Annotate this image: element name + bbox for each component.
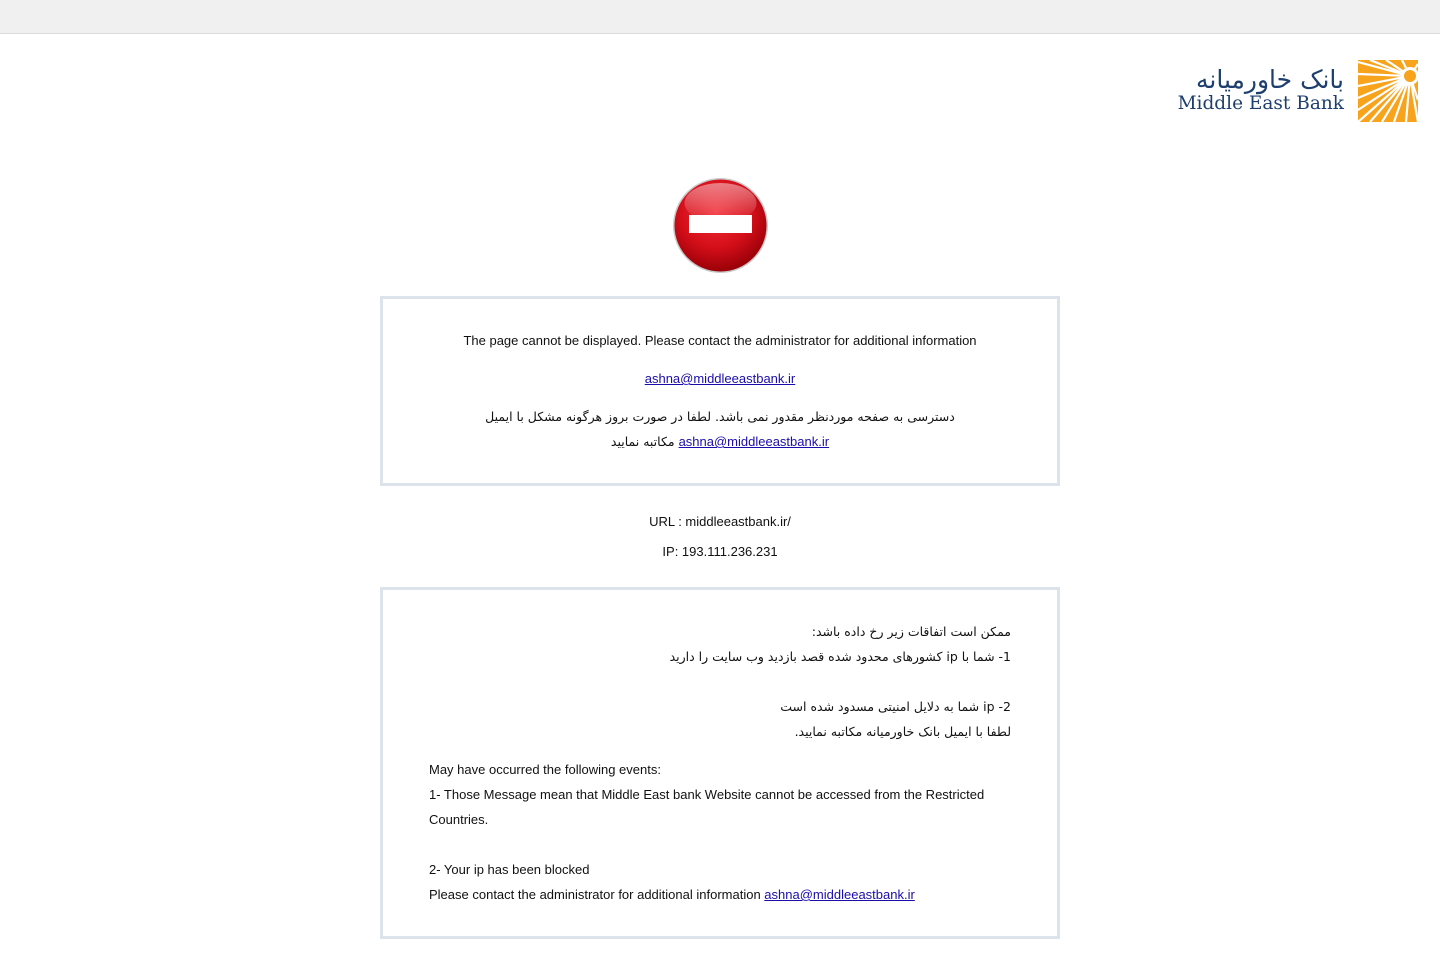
reasons-en-item1-line1: 1- Those Message mean that Middle East bank Website cannot be accessed from the Restricted [429,787,985,802]
request-ip: IP: 193.111.236.231 [662,544,778,559]
stop-icon [672,177,769,274]
notice-box [380,296,1060,486]
reasons-fa-heading: ممکن است اتفاقات زیر رخ داده باشد: [811,624,1011,639]
reasons-en-item1-line2: Countries. [429,812,489,827]
reasons-email-link[interactable]: ashna@middleeastbank.ir [764,887,915,902]
reasons-en-contact-row [429,887,915,902]
reasons-en-contact: Please contact the administrator for additional information [429,887,765,902]
notice-message-fa-line2 [383,434,1057,449]
logo-name-fa: بانک خاورمیانه [1196,65,1344,94]
request-url: URL : middleeastbank.ir/ [649,514,791,529]
notice-email-link-fa[interactable]: ashna@middleeastbank.ir [678,434,830,449]
notice-message-fa-suffix: مکاتبه نمایید [610,434,675,449]
notice-message-en: The page cannot be displayed. Please contact the administrator for additional information [463,333,977,348]
notice-message-fa-line1: دسترسی به صفحه موردنظر مقدور نمی باشد. لطفا در صورت بروز هرگونه مشکل با ایمیل [485,409,955,424]
reasons-box [380,587,1060,939]
notice-email-row [383,371,1057,386]
reasons-en-heading: May have occurred the following events: [429,762,661,777]
logo-text [1178,66,1344,115]
reasons-fa-contact: لطفا با ایمیل بانک خاورمیانه مکاتبه نمایید. [794,724,1011,739]
browser-top-bar [0,0,1440,34]
logo-name-en: Middle East Bank [1177,93,1344,114]
bank-logo [1178,60,1418,122]
sunburst-logo-icon [1358,60,1418,122]
notice-email-link[interactable]: ashna@middleeastbank.ir [644,371,796,386]
reasons-fa-item2: 2- ip شما به دلایل امنیتی مسدود شده است [780,699,1011,714]
reasons-en-item2: 2- Your ip has been blocked [429,862,590,877]
reasons-fa-item1: 1- شما با ip کشورهای محدود شده قصد بازدید وب سایت را دارید [669,649,1011,664]
